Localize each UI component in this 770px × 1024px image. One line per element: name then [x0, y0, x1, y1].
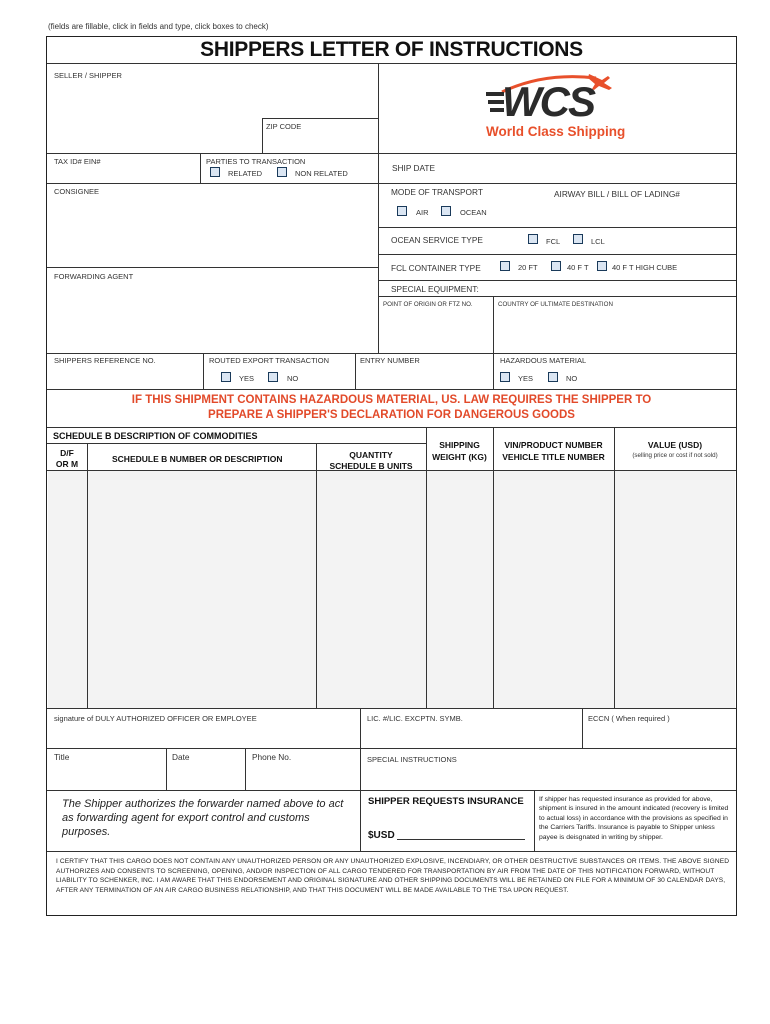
fillable-note: (fields are fillable, click in fields and type, click boxes to check): [48, 22, 269, 31]
airway-label: AIRWAY BILL / BILL OF LADING#: [554, 189, 680, 199]
related-checkbox[interactable]: [210, 167, 220, 177]
20ft-label: 20 FT: [518, 263, 538, 272]
20ft-checkbox[interactable]: [500, 261, 510, 271]
special-equipment-label: SPECIAL EQUIPMENT:: [391, 284, 479, 294]
hazard-warning-line2: PREPARE A SHIPPER'S DECLARATION FOR DANGEROUS GOODS: [208, 409, 575, 421]
col-weight-1: SHIPPING: [439, 440, 480, 450]
logo-letters: WCS: [502, 78, 594, 125]
related-label: RELATED: [228, 169, 263, 178]
col-qty-2: SCHEDULE B UNITS: [329, 461, 413, 471]
lic-label: LIC. #/LIC. EXCPTN. SYMB.: [367, 714, 463, 723]
lcl-label: LCL: [591, 237, 605, 246]
ship-date-label: SHIP DATE: [392, 163, 436, 173]
non-related-checkbox[interactable]: [277, 167, 287, 177]
hazmat-no-checkbox[interactable]: [548, 372, 558, 382]
usd-label: $USD: [368, 830, 395, 841]
wcs-logo: [484, 70, 624, 142]
shippers-ref-label: SHIPPERS REFERENCE NO.: [54, 356, 156, 365]
insurance-note: If shipper has requested insurance as provided for above, shipment is insured in the amount indicated (recovery is limited to actual loss) in accordance with the provisions as specified in the Carriers Tariffs. Insurance is payable to Shipper unless payee is deisgnated in writing by shipper.: [539, 796, 729, 841]
ocean-service-label: OCEAN SERVICE TYPE: [391, 235, 483, 245]
col-desc: SCHEDULE B NUMBER OR DESCRIPTION: [112, 454, 283, 464]
tax-label: TAX ID# EIN#: [54, 157, 101, 166]
col-vin-1: VIN/PRODUCT NUMBER: [504, 440, 603, 450]
routed-no-checkbox[interactable]: [268, 372, 278, 382]
air-label: AIR: [416, 208, 429, 217]
usd-amount-line[interactable]: [397, 839, 525, 840]
date-label: Date: [172, 752, 190, 762]
weight-column-field[interactable]: [427, 471, 493, 708]
hazard-warning-line1: IF THIS SHIPMENT CONTAINS HAZARDOUS MATERIAL, US. LAW REQUIRES THE SHIPPER TO: [131, 394, 652, 406]
lcl-checkbox[interactable]: [573, 234, 583, 244]
fcl-container-label: FCL CONTAINER TYPE: [391, 263, 481, 273]
title-label: Title: [54, 752, 70, 762]
consignee-label: CONSIGNEE: [54, 187, 100, 196]
hazmat-no-label: NO: [566, 374, 578, 383]
40ft-label: 40 F T: [567, 263, 589, 272]
routed-yes-label: YES: [239, 374, 255, 383]
destination-label: COUNTRY OF ULTIMATE DESTINATION: [498, 301, 613, 308]
value-column-field[interactable]: [615, 471, 735, 708]
fcl-label: FCL: [546, 237, 561, 246]
description-column-field[interactable]: [88, 471, 316, 708]
40ft-checkbox[interactable]: [551, 261, 561, 271]
df-column-field[interactable]: [48, 471, 87, 708]
col-value-1: VALUE (USD): [647, 440, 703, 450]
ocean-checkbox[interactable]: [441, 206, 451, 216]
signature-label: signature of DULY AUTHORIZED OFFICER OR EMPLOYEE: [54, 714, 257, 723]
ocean-label: OCEAN: [460, 208, 487, 217]
origin-label: POINT OF ORIGIN OR FTZ NO.: [383, 301, 473, 308]
40ft-hc-checkbox[interactable]: [597, 261, 607, 271]
40ft-hc-label: 40 F T HIGH CUBE: [612, 263, 678, 272]
logo-tagline: World Class Shipping: [486, 124, 626, 139]
routed-label: ROUTED EXPORT TRANSACTION: [209, 356, 330, 365]
fcl-checkbox[interactable]: [528, 234, 538, 244]
vin-column-field[interactable]: [494, 471, 614, 708]
non-related-label: NON RELATED: [295, 169, 348, 178]
form-title: SHIPPERS LETTER OF INSTRUCTIONS: [200, 38, 583, 61]
col-vin-2: VEHICLE TITLE NUMBER: [502, 452, 605, 462]
seller-label: SELLER / SHIPPER: [54, 71, 122, 80]
col-qty-1: QUANTITY: [349, 450, 393, 460]
eccn-label: ECCN ( When required ): [588, 714, 670, 723]
quantity-column-field[interactable]: [317, 471, 426, 708]
entry-label: ENTRY NUMBER: [360, 356, 420, 365]
mode-label: MODE OF TRANSPORT: [391, 187, 483, 197]
routed-no-label: NO: [287, 374, 299, 383]
routed-yes-checkbox[interactable]: [221, 372, 231, 382]
authorization-text: The Shipper authorizes the forwarder named above to act as forwarding agent for export control and customs purposes.: [62, 798, 344, 838]
hazmat-yes-checkbox[interactable]: [500, 372, 510, 382]
col-df-1: D/F: [60, 448, 74, 458]
col-df-2: OR M: [55, 459, 79, 469]
forwarding-label: FORWARDING AGENT: [54, 272, 134, 281]
schedule-heading: SCHEDULE B DESCRIPTION OF COMMODITIES: [53, 431, 258, 441]
certification-text: I CERTIFY THAT THIS CARGO DOES NOT CONTAIN ANY UNAUTHORIZED PERSON OR ANY UNAUTHORIZED EXPLOSIVE, INCENDIARY, OR OTHER DESTRUCTIVE SUBSTANCES OR ITEMS. THE ABOVE SIGNED AUTHORIZES AND CONSENTS TO SCREENING, OPENING, AND/OR INSPECTION OF ALL CARGO TENDERED FOR TRANSPORTATION BY AIR FROM THE DATE OF THIS NOTIFICATION FORWARD, WITHOUT LIABILITY TO SCHENKER, INC. I AM AWARE THAT THIS ENDORSEMENT AND ORIGINAL SIGNATURE AND OTHER SHIPPING DOCUMENTS WILL BE RETAINED ON FILE FOR A MINIMUM OF 30 CALENDAR DAYS, AFTER ANY TERMINATION OF AN AIR CARGO BUSINESS RELATIONSHIP, AND THAT THIS DOCUMENT WILL BE MADE AVAILABLE TO THE TSA UPON REQUEST.: [56, 858, 730, 894]
col-weight-2: WEIGHT (KG): [432, 452, 487, 462]
air-checkbox[interactable]: [397, 206, 407, 216]
hazmat-label: HAZARDOUS MATERIAL: [500, 356, 587, 365]
insurance-heading: SHIPPER REQUESTS INSURANCE: [368, 796, 524, 807]
col-value-2: (selling price or cost if not sold): [632, 452, 718, 459]
parties-label: PARTIES TO TRANSACTION: [206, 157, 306, 166]
hazmat-yes-label: YES: [518, 374, 534, 383]
phone-label: Phone No.: [252, 752, 292, 762]
special-instructions-label: SPECIAL INSTRUCTIONS: [367, 755, 457, 764]
zip-label: ZIP CODE: [266, 122, 302, 131]
